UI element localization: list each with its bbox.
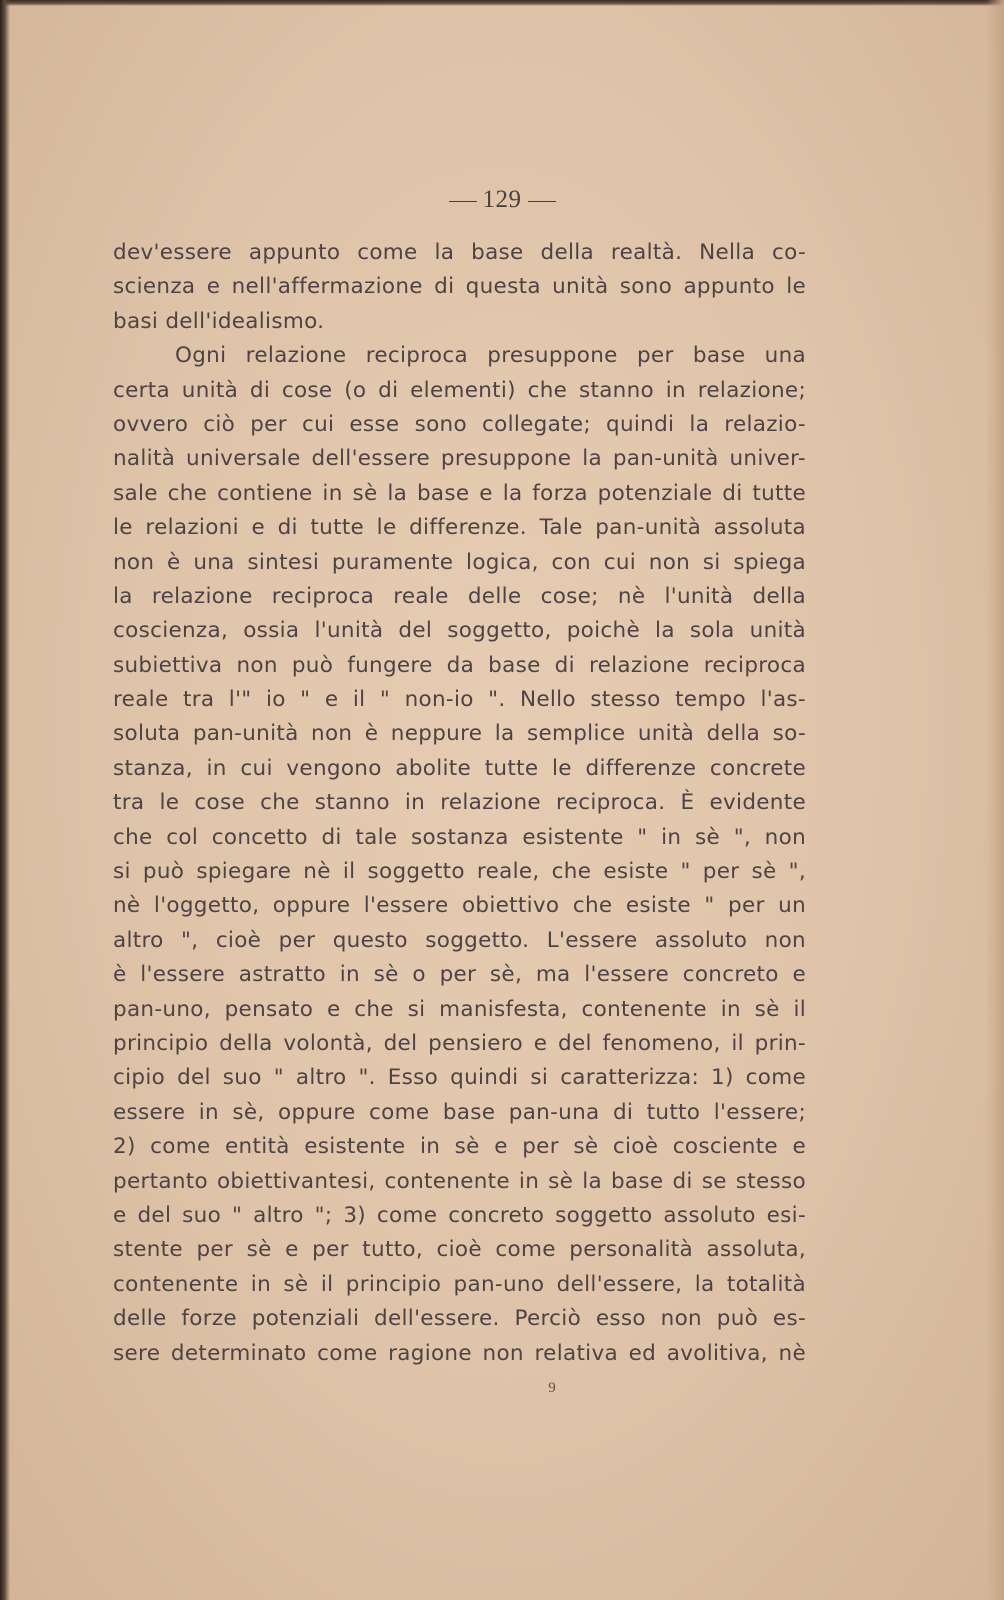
text-line: la relazione reciproca reale delle cose; nè l'unità della (113, 583, 806, 609)
text-line: e del suo " altro "; 3) come concreto soggetto assoluto esi- (113, 1202, 806, 1228)
text-line: non è una sintesi puramente logica, con cui non si spiega (113, 549, 806, 575)
signature-mark: 9 (548, 1380, 556, 1396)
text-line: dev'essere appunto come la base della realtà. Nella co- (113, 240, 806, 265)
left-dash (449, 201, 477, 202)
text-line: essere in sè, oppure come base pan-una di tutto l'essere; (113, 1099, 806, 1125)
text-line: 2) come entità esistente in sè e per sè cioè cosciente e (113, 1134, 806, 1160)
running-head (0, 186, 1004, 214)
text-line: pertanto obiettivantesi, contenente in sè la base di se stesso (113, 1168, 806, 1194)
body-text (113, 236, 806, 1371)
text-line: ovvero ciò per cui esse sono collegate; quindi la relazio- (113, 411, 806, 437)
text-line: si può spiegare nè il soggetto reale, che esiste " per sè ", (113, 859, 806, 885)
text-line: cipio del suo " altro ". Esso quindi si caratterizza: 1) come (113, 1065, 806, 1091)
text-line: stanza, in cui vengono abolite tutte le differenze concrete (113, 755, 806, 781)
text-line: subiettiva non può fungere da base di relazione reciproca (113, 652, 806, 678)
text-line: nè l'oggetto, oppure l'essere obiettivo che esiste " per un (113, 893, 806, 919)
text-line: reale tra l'" io " e il " non-io ". Nello stesso tempo l'as- (113, 687, 806, 713)
text-line: basi dell'idealismo. (113, 308, 325, 334)
text-line: pan-uno, pensato e che si manisfesta, contenente in sè il (113, 996, 806, 1022)
right-dash (528, 201, 556, 202)
page-top-shadow (0, 0, 1004, 6)
text-line: tra le cose che stanno in relazione reciproca. È evidente (113, 790, 806, 816)
text-line: contenente in sè il principio pan-uno dell'essere, la totalità (113, 1271, 806, 1297)
text-line: che col concetto di tale sostanza esistente " in sè ", non (113, 824, 806, 850)
page-right-edge (986, 0, 1004, 1600)
text-line: sere determinato come ragione non relativa ed avolitiva, nè (113, 1340, 806, 1366)
page-binding-shadow (0, 0, 10, 1600)
text-line: è l'essere astratto in sè o per sè, ma l'essere concreto e (113, 962, 806, 988)
page-number: 129 (482, 186, 522, 213)
text-line: principio della volontà, del pensiero e del fenomeno, il prin- (113, 1030, 806, 1056)
paragraph-first-line: Ogni relazione reciproca presuppone per base una (175, 343, 806, 369)
text-line: stente per sè e per tutto, cioè come personalità assoluta, (113, 1237, 806, 1263)
text-line: scienza e nell'affermazione di questa unità sono appunto le (113, 274, 806, 300)
text-line: soluta pan-unità non è neppure la semplice unità della so- (113, 721, 806, 747)
text-line: delle forze potenziali dell'essere. Perciò esso non può es- (113, 1306, 806, 1332)
text-line: altro ", cioè per questo soggetto. L'essere assoluto non (113, 927, 806, 953)
text-line: nalità universale dell'essere presuppone la pan-unità univer- (113, 446, 806, 472)
text-line: certa unità di cose (o di elementi) che stanno in relazione; (113, 377, 806, 403)
text-line: le relazioni e di tutte le differenze. Tale pan-unità assoluta (113, 515, 806, 541)
text-line: coscienza, ossia l'unità del soggetto, poichè la sola unità (113, 618, 806, 644)
text-line: sale che contiene in sè la base e la forza potenziale di tutte (113, 480, 806, 506)
